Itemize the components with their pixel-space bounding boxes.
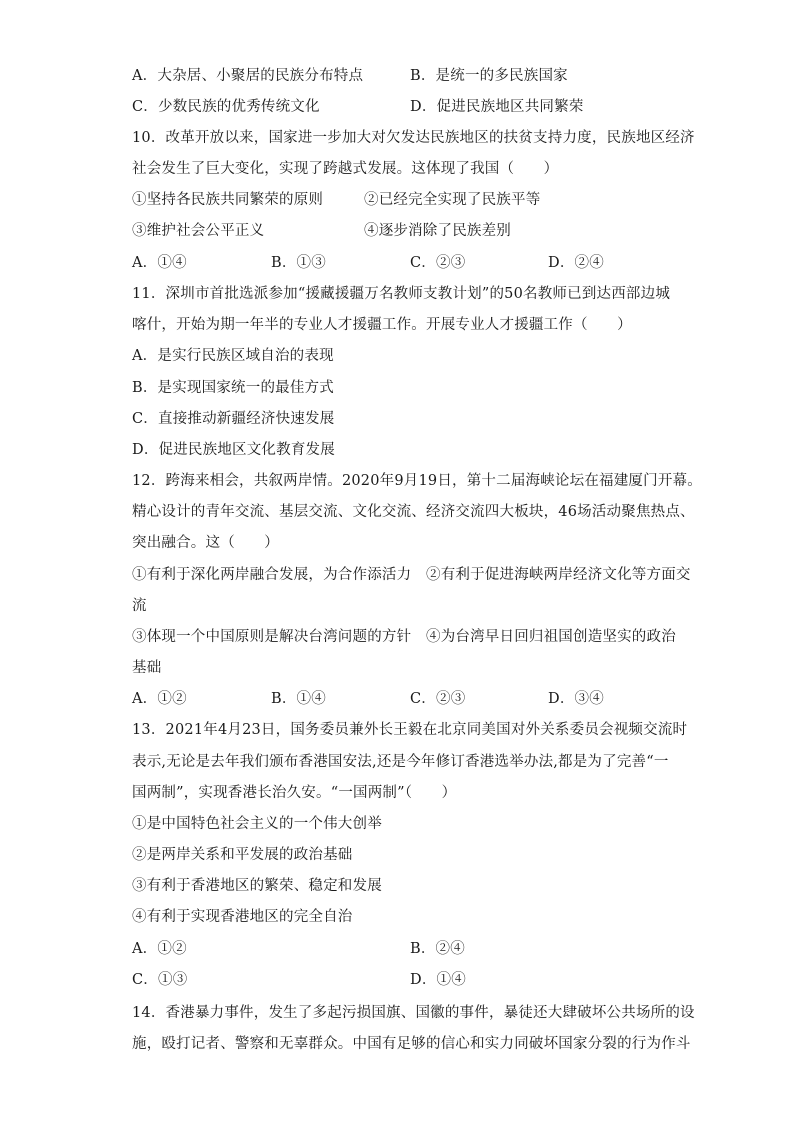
q10-statement-2: ②已经完全实现了民族平等 — [364, 192, 541, 208]
q13-stem-line-2: 表示,无论是去年我们颁布香港国安法,还是今年修订香港选举办法,都是为了完善“一 — [132, 754, 669, 770]
q10-statement-3: ③维护社会公平正义 — [132, 223, 265, 239]
q12-statements-1-2-line-1: ①有利于深化两岸融合发展，为合作添活力 ②有利于促进海峡两岸经济文化等方面交 — [132, 567, 691, 583]
q11-option-b: B．是实现国家统一的最佳方式 — [132, 380, 334, 396]
q12-option-b: B．①④ — [271, 691, 326, 707]
q12-statements-3-4-line-2: 基础 — [132, 660, 162, 676]
q14-stem-line-1: 14．香港暴力事件，发生了多起污损国旗、国徽的事件，暴徒还大肆破坏公共场所的设 — [132, 1005, 695, 1021]
q12-option-c: C．②③ — [410, 691, 466, 707]
q9-option-d: D．促进民族地区共同繁荣 — [410, 99, 584, 115]
q13-statement-1: ①是中国特色社会主义的一个伟大创举 — [132, 816, 382, 832]
q13-statement-2: ②是两岸关系和平发展的政治基础 — [132, 847, 353, 863]
q12-stem-line-2: 精心设计的青年交流、基层交流、文化交流、经济交流四大板块，46场活动聚焦热点、 — [132, 504, 695, 520]
q10-option-b: B．①③ — [271, 255, 326, 271]
q13-option-d: D．①④ — [410, 972, 466, 988]
q10-statement-row-1 — [132, 190, 541, 210]
q11-option-d: D．促进民族地区文化教育发展 — [132, 442, 335, 458]
q13-statement-3: ③有利于香港地区的繁荣、稳定和发展 — [132, 878, 382, 894]
q10-options — [132, 253, 604, 273]
q10-statement-4: ④逐步消除了民族差别 — [364, 223, 511, 239]
q10-stem-line-1: 10．改革开放以来，国家进一步加大对欠发达民族地区的扶贫支持力度，民族地区经济 — [132, 130, 695, 146]
q12-stem-line-1: 12．跨海来相会，共叙两岸情。2020年9月19日，第十二届海峡论坛在福建厦门开幕。 — [132, 473, 702, 489]
q9-option-b: B．是统一的多民族国家 — [410, 68, 568, 84]
q12-stem-line-3: 突出融合。这（ ） — [132, 535, 279, 551]
q11-option-c: C．直接推动新疆经济快速发展 — [132, 411, 335, 427]
q13-option-row-2 — [132, 970, 466, 990]
q9-option-c: C．少数民族的优秀传统文化 — [132, 99, 320, 115]
q12-statements-3-4-line-1: ③体现一个中国原则是解决台湾问题的方针 ④为台湾早日回归祖国创造坚实的政治 — [132, 629, 676, 645]
q11-stem-line-1: 11．深圳市首批选派参加“援藏援疆万名教师支教计划”的50名教师已到达西部边城 — [132, 286, 671, 302]
q10-stem-line-2: 社会发生了巨大变化，实现了跨越式发展。这体现了我国（ ） — [132, 161, 559, 177]
q13-statement-4: ④有利于实现香港地区的完全自治 — [132, 909, 353, 925]
q13-option-row-1 — [132, 939, 465, 959]
q9-option-a: A．大杂居、小聚居的民族分布特点 — [132, 68, 364, 84]
q12-option-a: A．①② — [132, 691, 187, 707]
q13-stem-line-1: 13．2021年4月23日，国务委员兼外长王毅在北京同美国对外关系委员会视频交流时 — [132, 722, 688, 738]
q13-option-a: A．①② — [132, 941, 187, 957]
q14-stem-line-2: 施，殴打记者、警察和无辜群众。中国有足够的信心和实力同破坏国家分裂的行为作斗 — [132, 1036, 691, 1052]
q12-statements-1-2-line-2: 流 — [132, 598, 147, 614]
q13-option-b: B．②④ — [410, 941, 465, 957]
q10-option-d: D．②④ — [548, 255, 604, 271]
q12-option-d: D．③④ — [548, 691, 604, 707]
q13-option-c: C．①③ — [132, 972, 188, 988]
q10-statement-row-2 — [132, 221, 511, 241]
q11-stem-line-2: 喀什，开始为期一年半的专业人才援疆工作。开展专业人才援疆工作（ ） — [132, 317, 632, 333]
q11-option-a: A．是实行民族区域自治的表现 — [132, 348, 334, 364]
q12-options — [132, 689, 604, 709]
q10-option-c: C．②③ — [410, 255, 466, 271]
q10-statement-1: ①坚持各民族共同繁荣的原则 — [132, 192, 324, 208]
q10-option-a: A．①④ — [132, 255, 187, 271]
q9-option-row-1 — [132, 66, 568, 86]
q13-stem-line-3: 国两制”，实现香港长治久安。“一国两制”（ ） — [132, 785, 457, 801]
q9-option-row-2 — [132, 97, 584, 117]
